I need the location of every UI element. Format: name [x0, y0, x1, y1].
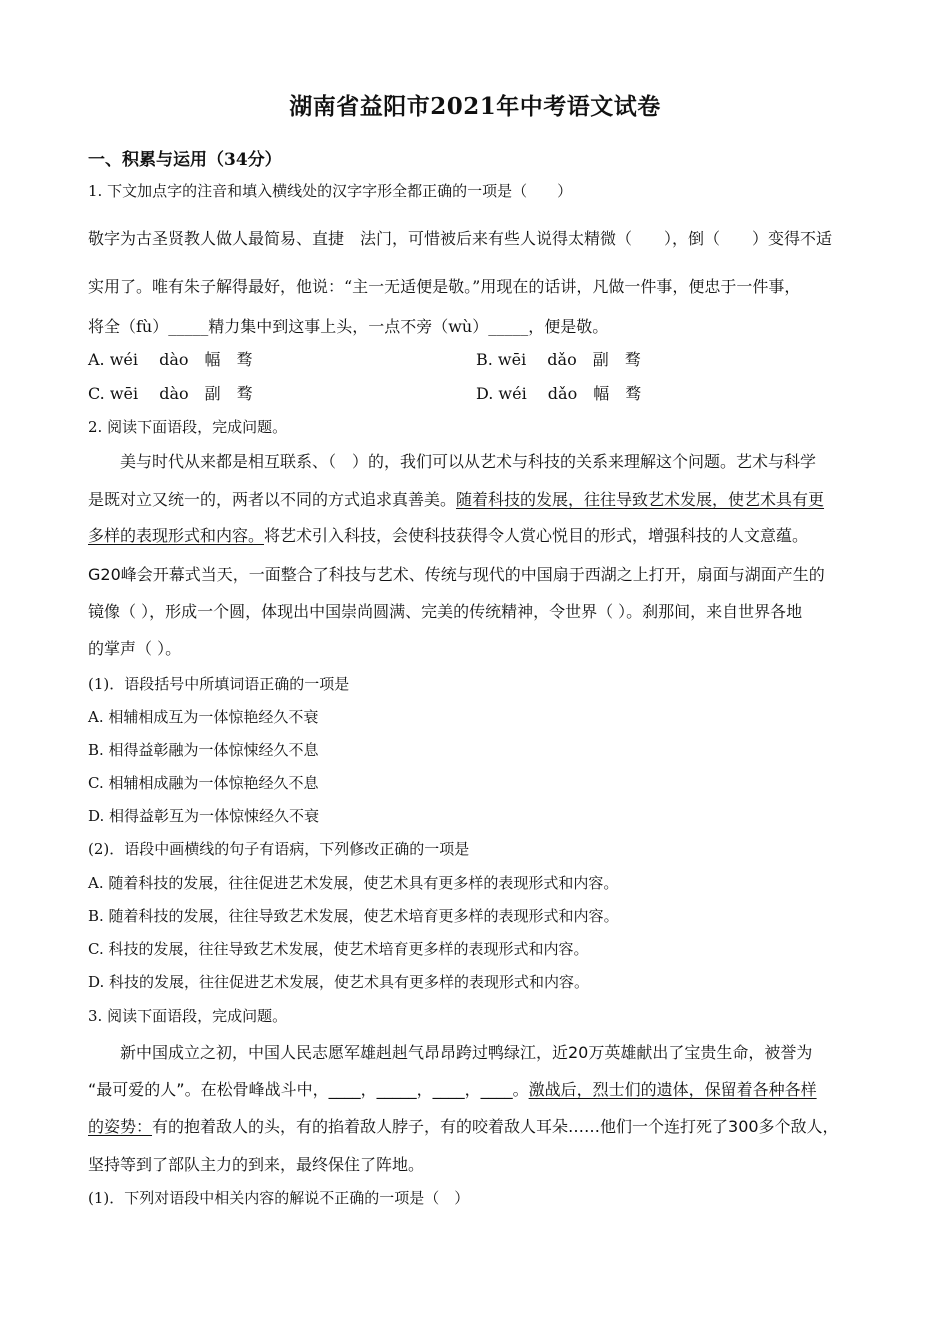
- question-2-sub-2-option-d: D. 科技的发展，往往促进艺术发展，使艺术具有更多样的表现形式和内容。: [88, 973, 590, 991]
- question-2-stem: 2. 阅读下面语段，完成问题。: [88, 418, 288, 436]
- passage-text: “最可爱的人”。在松骨峰战斗中，____，_____，____，____。: [88, 1080, 529, 1099]
- question-1-passage-line-1: 敬字为古圣贤教人做人最简易、直捷 法门，可惜被后来有些人说得太精微（ ），倒（ ）变得不适: [88, 229, 833, 248]
- question-3-sub-1: (1)．下列对语段中相关内容的解说不正确的一项是（ ）: [88, 1189, 470, 1207]
- question-3-passage-line-4: 坚持等到了部队主力的到来，最终保住了阵地。: [88, 1155, 425, 1174]
- question-2-passage-line-5: 镜像（ ），形成一个圆，体现出中国崇尚圆满、完美的传统精神，令世界（ ）。刹那间，来自世界各地: [88, 602, 803, 621]
- underlined-sentence-end: 多样的表现形式和内容。: [88, 526, 265, 545]
- passage-text: 将艺术引入科技，会使科技获得令人赏心悦目的形式，增强科技的人文意蕴。: [264, 526, 809, 545]
- question-1-stem: 1. 下文加点字的注音和填入横线处的汉字字形全都正确的一项是（ ）: [88, 182, 573, 200]
- question-3-passage-line-3: [88, 1114, 839, 1137]
- question-1-option-c: C. wēi dào 副 骛: [88, 384, 253, 403]
- passage-text: 是既对立又统一的，两者以不同的方式追求真善美。: [88, 490, 457, 509]
- question-1-option-d: D. wéi dǎo 幅 骛: [476, 384, 642, 403]
- underlined-sentence: 随着科技的发展，往往导致艺术发展，使艺术具有更: [456, 490, 825, 509]
- question-1-passage-line-3: 将全（fù）_____精力集中到这事上头，一点不旁（wù）_____，便是敬。: [88, 317, 609, 336]
- question-2-passage-line-1: 美与时代从来都是相互联系、（ ）的，我们可以从艺术与科技的关系来理解这个问题。艺术与科学: [120, 452, 817, 471]
- question-2-passage-line-3: [88, 523, 808, 546]
- question-2-sub-2-option-c: C. 科技的发展，往往导致艺术发展，使艺术培育更多样的表现形式和内容。: [88, 940, 589, 958]
- question-2-passage-line-4: G20峰会开幕式当天，一面整合了科技与艺术、传统与现代的中国扇于西湖之上打开，扇面与湖面产生的: [88, 565, 825, 584]
- passage-text: 有的抱着敌人的头，有的掐着敌人脖子，有的咬着敌人耳朵……他们一个连打死了300多个敌人，: [152, 1117, 839, 1136]
- underlined-sentence: 激战后，烈士们的遗体，保留着各种各样: [528, 1080, 817, 1099]
- question-3-stem: 3. 阅读下面语段，完成问题。: [88, 1007, 288, 1025]
- question-2-sub-1-option-d: D. 相得益彰互为一体惊悚经久不衰: [88, 807, 320, 825]
- question-2-sub-1-option-a: A. 相辅相成互为一体惊艳经久不衰: [88, 708, 319, 726]
- section-heading: 一、积累与运用（34分）: [88, 150, 282, 170]
- question-2-sub-1: (1)．语段括号中所填词语正确的一项是: [88, 675, 350, 693]
- question-3-passage-line-2: [88, 1077, 817, 1100]
- question-2-sub-1-option-b: B. 相得益彰融为一体惊悚经久不息: [88, 741, 319, 759]
- question-1-passage-line-2: 实用了。唯有朱子解得最好，他说：“主一无适便是敬。”用现在的话讲，凡做一件事，便忠于一件事，: [88, 277, 801, 296]
- underlined-sentence-end: 的姿势：: [88, 1117, 153, 1136]
- page-title: 湖南省益阳市2021年中考语文试卷: [289, 93, 661, 120]
- question-3-passage-line-1: 新中国成立之初，中国人民志愿军雄赳赳气昂昂跨过鸭绿江，近20万英雄献出了宝贵生命，被誉为: [120, 1043, 813, 1062]
- question-2-passage-line-2: [88, 487, 824, 510]
- question-1-option-b: B. wēi dǎo 副 骛: [476, 350, 641, 369]
- question-2-sub-2-option-b: B. 随着科技的发展，往往导致艺术发展，使艺术培育更多样的表现形式和内容。: [88, 907, 619, 925]
- question-1-option-a: A. wéi dào 幅 骛: [88, 350, 253, 369]
- question-2-sub-2-option-a: A. 随着科技的发展，往往促进艺术发展，使艺术具有更多样的表现形式和内容。: [88, 874, 619, 892]
- question-2-sub-2: (2)．语段中画横线的句子有语病，下列修改正确的一项是: [88, 840, 470, 858]
- question-2-passage-line-6: 的掌声（ ）。: [88, 639, 182, 658]
- question-2-sub-1-option-c: C. 相辅相成融为一体惊艳经久不息: [88, 774, 319, 792]
